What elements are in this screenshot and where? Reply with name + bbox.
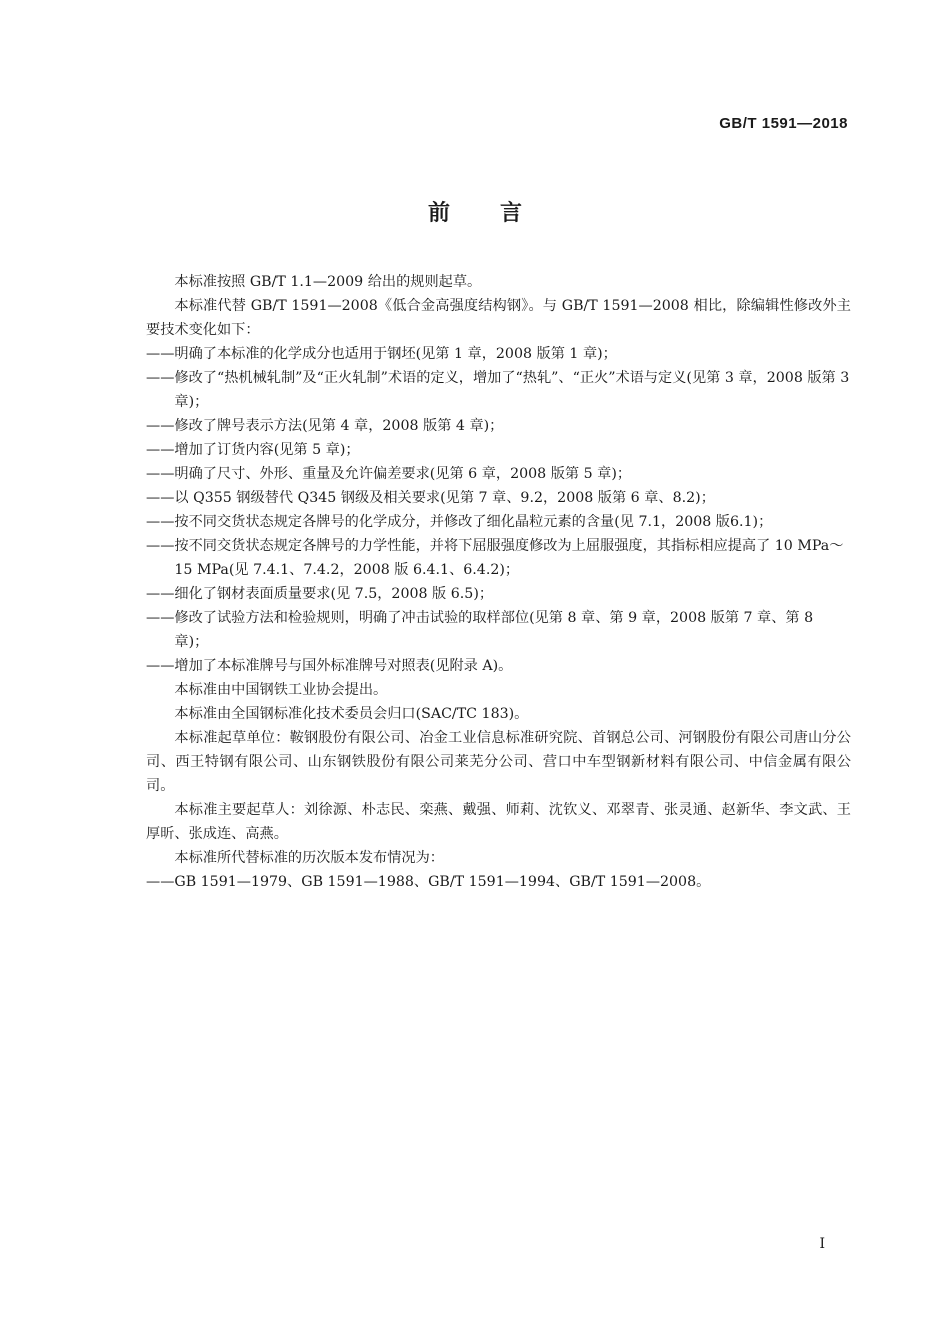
paragraph-drafters: 本标准主要起草人：刘徐源、朴志民、栾燕、戴强、师莉、沈钦义、邓翠青、张灵通、赵新华、李文武、王厚昕、张成连、高燕。: [146, 802, 851, 842]
list-dash: ——: [146, 418, 175, 434]
list-dash: ——: [146, 658, 175, 674]
list-item-text: 以 Q355 钢级替代 Q345 钢级及相关要求(见第 7 章、9.2，2008 版第 6 章、8.2)；: [174, 490, 715, 506]
paragraph-history-intro: 本标准所代替标准的历次版本发布情况为：: [174, 850, 444, 866]
list-dash: ——: [146, 442, 175, 458]
list-dash: ——: [146, 346, 175, 362]
list-dash: ——: [146, 610, 175, 626]
list-item: [146, 414, 851, 438]
list-dash: ——: [146, 466, 175, 482]
list-item: [146, 366, 851, 414]
list-item-text: 细化了钢材表面质量要求(见 7.5，2008 版 6.5)；: [174, 586, 494, 602]
standard-code: GB/T 1591—2018: [719, 115, 848, 132]
list-item: [146, 606, 851, 654]
list-item-text: 增加了订货内容(见第 5 章)；: [174, 442, 360, 458]
changes-list: [146, 342, 851, 678]
list-item-text: 明确了本标准的化学成分也适用于钢坯(见第 1 章，2008 版第 1 章)；: [174, 346, 617, 362]
paragraph-proposer: 本标准由中国钢铁工业协会提出。: [174, 682, 388, 698]
list-dash: ——: [146, 490, 175, 506]
page-number: I: [819, 1236, 825, 1252]
history-item: [146, 870, 851, 894]
list-item: [146, 654, 851, 678]
list-item: [146, 534, 851, 582]
list-item-text: 修改了“热机械轧制”及“正火轧制”术语的定义，增加了“热轧”、“正火”术语与定义(见第 3 章，2008 版第 3 章)；: [174, 370, 850, 410]
list-item: [146, 510, 851, 534]
list-dash: ——: [146, 538, 175, 554]
paragraph-drafting-units: 本标准起草单位：鞍钢股份有限公司、冶金工业信息标准研究院、首钢总公司、河钢股份有限公司唐山分公司、西王特钢有限公司、山东钢铁股份有限公司莱芜分公司、营口中车型钢新材料有限公司、中信金属有限公司。: [146, 730, 851, 794]
foreword-body: [146, 270, 851, 894]
list-item: [146, 462, 851, 486]
paragraph-replacement: 本标准代替 GB/T 1591—2008《低合金高强度结构钢》。与 GB/T 1591—2008 相比，除编辑性修改外主要技术变化如下：: [146, 298, 851, 338]
title-char-1: 前: [427, 201, 450, 226]
list-item: [146, 486, 851, 510]
list-item-text: 修改了试验方法和检验规则，明确了冲击试验的取样部位(见第 8 章、第 9 章，2008 版第 7 章、第 8 章)；: [174, 610, 814, 650]
page-title: [0, 196, 950, 227]
list-item-text: 明确了尺寸、外形、重量及允许偏差要求(见第 6 章，2008 版第 5 章)；: [174, 466, 632, 482]
paragraph-committee: 本标准由全国钢标准化技术委员会归口(SAC/TC 183)。: [174, 706, 529, 722]
list-dash: ——: [146, 874, 175, 890]
paragraph-drafting-rules: 本标准按照 GB/T 1.1—2009 给出的规则起草。: [174, 274, 482, 290]
list-item-text: 按不同交货状态规定各牌号的化学成分，并修改了细化晶粒元素的含量(见 7.1，2008 版6.1)；: [174, 514, 773, 530]
list-dash: ——: [146, 586, 175, 602]
list-item: [146, 438, 851, 462]
list-dash: ——: [146, 514, 175, 530]
list-item-text: 修改了牌号表示方法(见第 4 章，2008 版第 4 章)；: [174, 418, 504, 434]
list-item-text: 增加了本标准牌号与国外标准牌号对照表(见附录 A)。: [174, 658, 513, 674]
history-text: GB 1591—1979、GB 1591—1988、GB/T 1591—1994、GB/T 1591—2008。: [174, 874, 711, 890]
list-item: [146, 342, 851, 366]
list-dash: ——: [146, 370, 175, 386]
title-char-2: 言: [500, 201, 523, 226]
list-item: [146, 582, 851, 606]
list-item-text: 按不同交货状态规定各牌号的力学性能，并将下屈服强度修改为上屈服强度，其指标相应提高了 10 MPa～15 MPa(见 7.4.1、7.4.2，2008 版 6.4.1、6.4.2)；: [174, 538, 844, 578]
